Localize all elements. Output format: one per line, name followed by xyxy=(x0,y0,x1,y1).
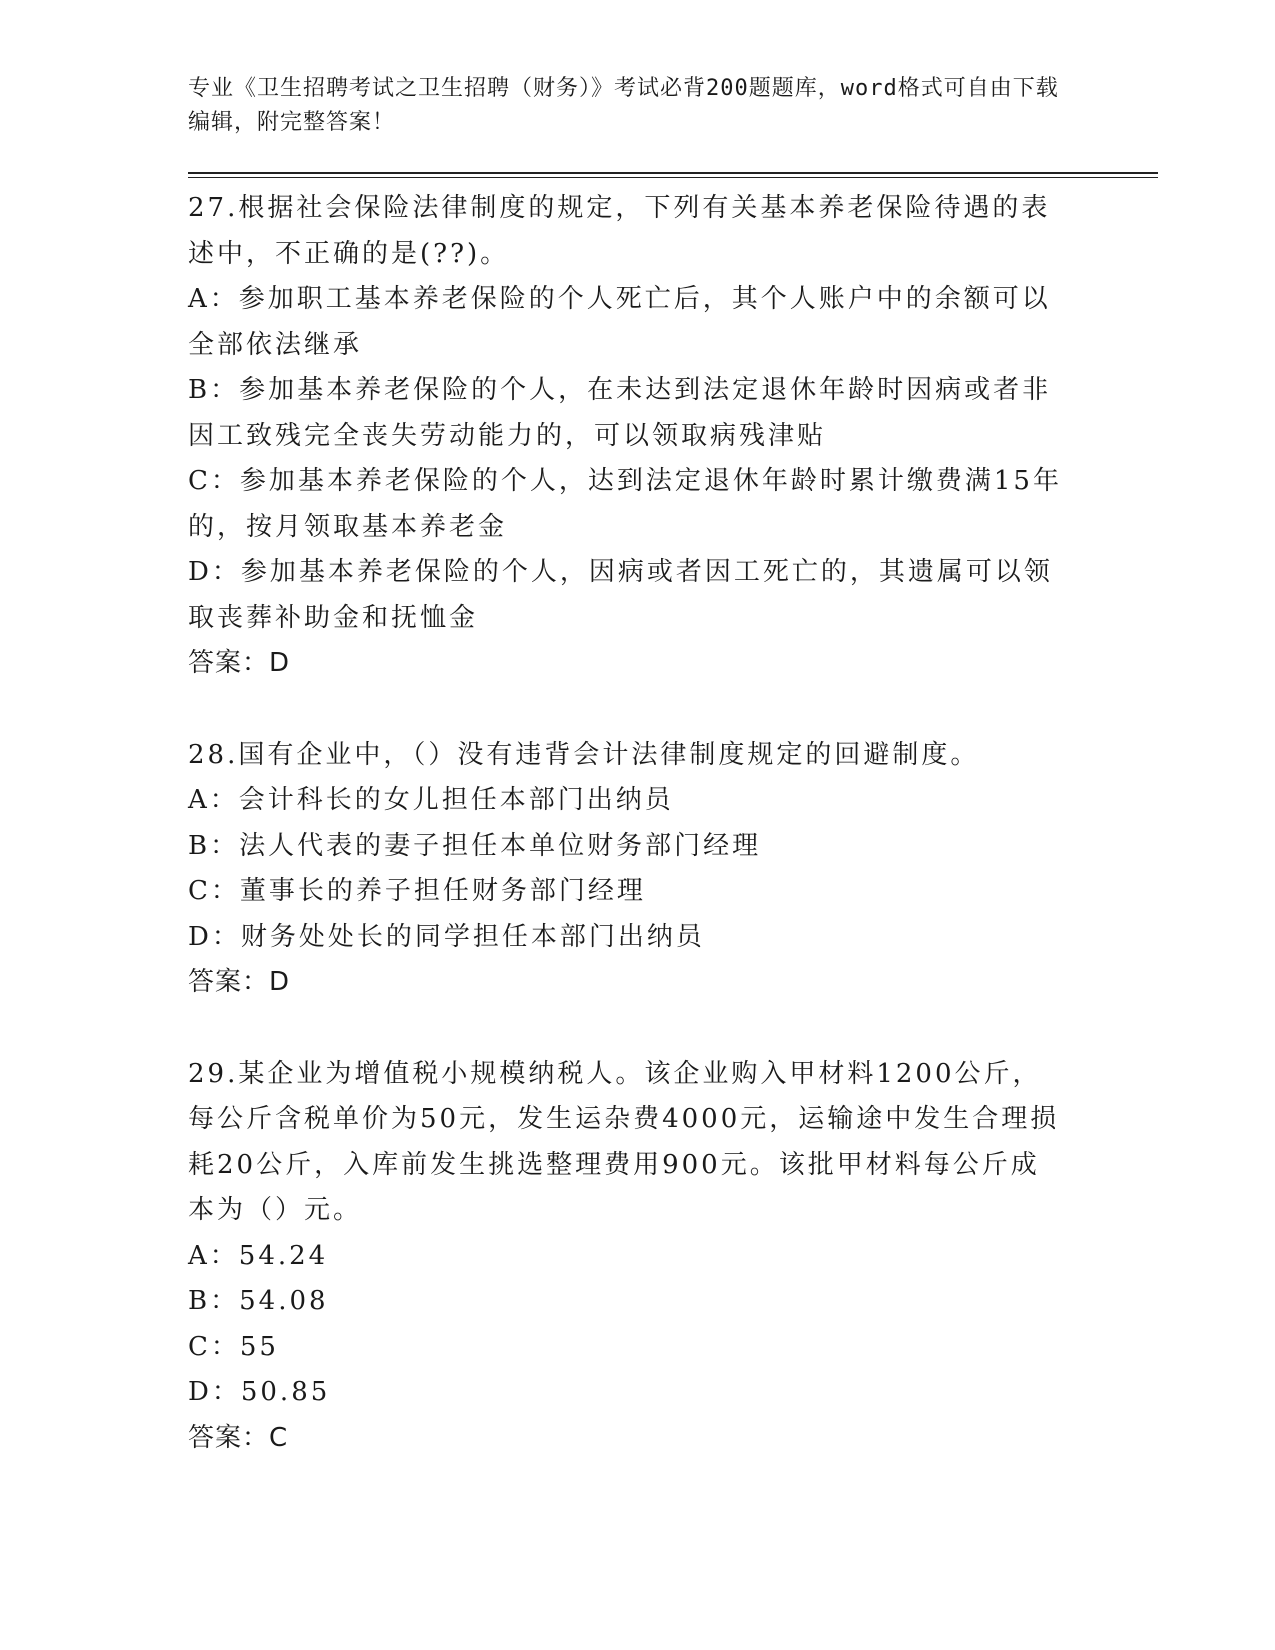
answer-label: 答案：C xyxy=(188,1422,289,1453)
document-page xyxy=(188,72,1158,1461)
option-b: B：法人代表的妻子担任本单位财务部门经理 xyxy=(188,830,762,861)
option-a: A：54.24 xyxy=(188,1240,329,1271)
option-d: D：财务处处长的同学担任本部门出纳员 xyxy=(188,921,705,952)
option-c: C：参加基本养老保险的个人，达到法定退休年龄时累计缴费满15年的，按月领取基本养老金 xyxy=(188,466,1062,542)
question-list xyxy=(188,186,1158,1461)
answer-label: 答案：D xyxy=(188,967,291,997)
question-stem: 29.某企业为增值税小规模纳税人。该企业购入甲材料1200公斤，每公斤含税单价为50元，发生运杂费4000元，运输途中发生合理损耗20公斤，入库前发生挑选整理费用900元。该批甲材料每公斤成本为（）元。 xyxy=(188,1058,1060,1225)
option-b: B：参加基本养老保险的个人，在未达到法定退休年龄时因病或者非因工致残完全丧失劳动能力的，可以领取病残津贴 xyxy=(188,375,1052,451)
document-header: 专业《卫生招聘考试之卫生招聘（财务）》考试必背200题题库，word格式可自由下载编辑，附完整答案！ xyxy=(188,76,1059,135)
option-b: B：54.08 xyxy=(188,1286,329,1316)
option-d: D：50.85 xyxy=(188,1377,331,1407)
question-stem: 27.根据社会保险法律制度的规定，下列有关基本养老保险待遇的表述中，不正确的是(??)。 xyxy=(188,193,1051,269)
option-a: A：会计科长的女儿担任本部门出纳员 xyxy=(188,785,674,815)
question-stem: 28.国有企业中，（）没有违背会计法律制度规定的回避制度。 xyxy=(188,739,980,770)
question-27 xyxy=(188,186,1158,687)
option-c: C：董事长的养子担任财务部门经理 xyxy=(188,876,646,906)
answer-label: 答案：D xyxy=(188,648,291,678)
header-divider xyxy=(188,172,1158,178)
option-a: A：参加职工基本养老保险的个人死亡后，其个人账户中的余额可以全部依法继承 xyxy=(188,284,1051,360)
question-28 xyxy=(188,733,1158,1006)
option-d: D：参加基本养老保险的个人，因病或者因工死亡的，其遗属可以领取丧葬补助金和抚恤金 xyxy=(188,557,1053,633)
question-29 xyxy=(188,1052,1158,1462)
option-c: C：55 xyxy=(188,1331,279,1362)
